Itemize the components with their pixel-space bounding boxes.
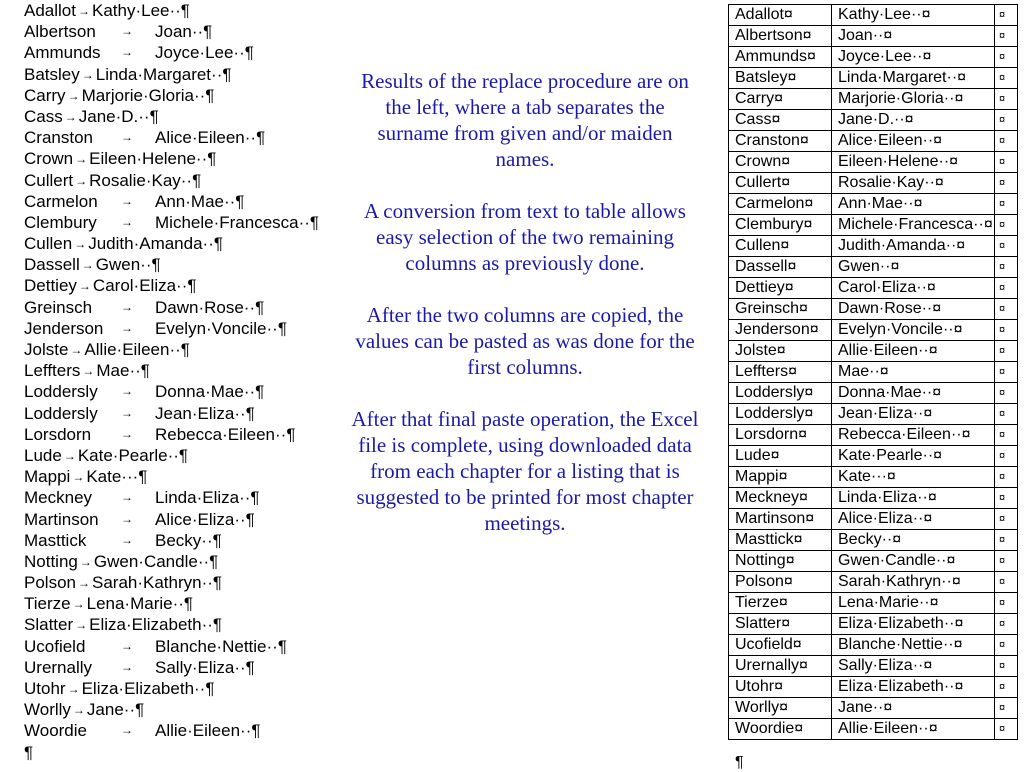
- tab-arrow-icon: →: [121, 659, 133, 674]
- surname-text: Cullen: [24, 234, 73, 254]
- given-name-cell: Eileen·Helene··¤: [832, 152, 995, 173]
- surname-cell: Jolste¤: [729, 341, 832, 362]
- table-row: [729, 131, 1018, 152]
- explanation-paragraph-3: After the two columns are copied, the values can be pasted as was done for the first columns.: [355, 303, 695, 379]
- given-name-cell: Michele·Francesca··¤: [832, 215, 995, 236]
- table-row: [729, 320, 1018, 341]
- given-name-text: Eileen·Helene··¶: [89, 149, 217, 169]
- surname-text: Polson: [24, 573, 76, 593]
- surname-cell: Jenderson¤: [729, 320, 832, 341]
- given-name-cell: Joyce·Lee··¤: [832, 47, 995, 68]
- list-item: [24, 339, 344, 360]
- explanation-paragraph-1: Results of the replace procedure are on the left, where a tab separates the surname from given and/or maiden names.: [361, 69, 689, 171]
- surname-cell: Cranston¤: [729, 131, 832, 152]
- given-name-text: Linda·Margaret··¶: [95, 64, 232, 84]
- table-row: [729, 362, 1018, 383]
- given-name-text: Blanche·Nettie··¶: [155, 636, 287, 656]
- given-name-cell: Kate·Pearle··¤: [832, 446, 995, 467]
- given-name-cell: Kate···¤: [832, 467, 995, 488]
- given-name-text: Gwen··¶: [95, 255, 161, 275]
- surname-text: Albertson: [24, 22, 96, 42]
- given-name-cell: Donna·Mae··¤: [832, 383, 995, 404]
- given-name-text: Eliza·Elizabeth··¶: [89, 615, 223, 635]
- explanation-text: [350, 68, 700, 562]
- tab-arrow-icon: →: [121, 511, 133, 526]
- given-name-text: Jane··¶: [86, 700, 145, 720]
- surname-text: Clembury: [24, 212, 97, 232]
- table-row: [729, 425, 1018, 446]
- given-name-text: Rosalie·Kay··¶: [89, 170, 202, 190]
- row-end-marker: ¤: [995, 5, 1018, 26]
- list-item: [24, 657, 344, 678]
- given-name-text: Mae··¶: [96, 361, 150, 381]
- surname-text: Cass: [24, 106, 63, 126]
- tab-arrow-icon: →: [121, 45, 133, 60]
- surname-cell: Lorsdorn¤: [729, 425, 832, 446]
- tab-arrow-icon: →: [79, 554, 92, 569]
- surname-text: Cullert: [24, 170, 74, 190]
- row-end-marker: ¤: [995, 677, 1018, 698]
- surname-text: Leffters: [24, 361, 81, 381]
- table-row: [729, 236, 1018, 257]
- surname-text: Meckney: [24, 488, 93, 508]
- tab-arrow-icon: →: [121, 638, 133, 653]
- tab-arrow-icon: →: [75, 173, 88, 188]
- surname-cell: Meckney¤: [729, 488, 832, 509]
- given-name-cell: Dawn·Rose··¤: [832, 299, 995, 320]
- list-item: [24, 212, 344, 233]
- tab-arrow-icon: →: [121, 532, 133, 547]
- list-item: [24, 614, 344, 635]
- given-name-text: Jane·D.··¶: [78, 106, 159, 126]
- row-end-marker: ¤: [995, 299, 1018, 320]
- surname-cell: Greinsch¤: [729, 299, 832, 320]
- surname-text: Adallot: [24, 1, 76, 20]
- table-row: [729, 698, 1018, 719]
- table-row: [729, 488, 1018, 509]
- tab-arrow-icon: →: [75, 152, 88, 167]
- given-name-text: Becky··¶: [155, 530, 222, 550]
- given-name-cell: Linda·Margaret··¤: [832, 68, 995, 89]
- table-row: [729, 446, 1018, 467]
- list-item: [24, 297, 344, 318]
- tab-arrow-icon: →: [121, 426, 133, 441]
- given-name-text: Donna·Mae··¶: [155, 382, 265, 402]
- given-name-text: Sally·Eliza··¶: [155, 657, 255, 677]
- surname-cell: Slatter¤: [729, 614, 832, 635]
- given-name-cell: Jane··¤: [832, 698, 995, 719]
- table-row: [729, 215, 1018, 236]
- surname-text: Lorsdorn: [24, 424, 92, 444]
- row-end-marker: ¤: [995, 446, 1018, 467]
- table-end-pilcrow: ¶: [735, 754, 744, 771]
- surname-cell: Dettiey¤: [729, 278, 832, 299]
- tab-arrow-icon: →: [121, 299, 133, 314]
- given-name-text: Lena·Marie··¶: [86, 594, 194, 614]
- list-item: [24, 636, 344, 657]
- tab-arrow-icon: →: [72, 470, 85, 485]
- surname-text: Jenderson: [24, 318, 104, 338]
- given-name-cell: Mae··¤: [832, 362, 995, 383]
- list-item: [24, 720, 344, 741]
- table-row: [729, 656, 1018, 677]
- table-row: [729, 47, 1018, 68]
- surname-cell: Cullert¤: [729, 173, 832, 194]
- given-name-text: Carol·Eliza··¶: [92, 276, 197, 296]
- given-name-text: Marjorie·Gloria··¶: [81, 85, 215, 105]
- given-name-text: Judith·Amanda··¶: [88, 234, 223, 254]
- given-name-text: Jean·Eliza··¶: [155, 403, 255, 423]
- surname-cell: Utohr¤: [729, 677, 832, 698]
- given-name-text: Linda·Eliza··¶: [155, 488, 260, 508]
- given-name-text: Gwen·Candle··¶: [93, 551, 219, 571]
- row-end-marker: ¤: [995, 425, 1018, 446]
- surname-text: Carry: [24, 85, 66, 105]
- row-end-marker: ¤: [995, 572, 1018, 593]
- tab-arrow-icon: →: [121, 723, 133, 738]
- table-row: [729, 509, 1018, 530]
- tab-arrow-icon: →: [121, 214, 133, 229]
- given-name-text: Kate·Pearle··¶: [77, 445, 189, 465]
- tab-arrow-icon: →: [81, 258, 94, 273]
- row-end-marker: ¤: [995, 509, 1018, 530]
- row-end-marker: ¤: [995, 68, 1018, 89]
- row-end-marker: ¤: [995, 89, 1018, 110]
- surname-cell: Loddersly¤: [729, 383, 832, 404]
- given-name-text: Joan··¶: [155, 22, 213, 42]
- given-name-cell: Jane·D.··¤: [832, 110, 995, 131]
- tab-arrow-icon: →: [77, 576, 90, 591]
- row-end-marker: ¤: [995, 698, 1018, 719]
- table-row: [729, 89, 1018, 110]
- list-item: [24, 360, 344, 381]
- given-name-text: Ann·Mae··¶: [155, 191, 245, 211]
- surname-cell: Mappi¤: [729, 467, 832, 488]
- list-item: [24, 381, 344, 402]
- list-item: [24, 191, 344, 212]
- surname-text: Woordie: [24, 721, 87, 741]
- given-name-cell: Sally·Eliza··¤: [832, 656, 995, 677]
- row-end-marker: ¤: [995, 131, 1018, 152]
- surname-cell: Cullen¤: [729, 236, 832, 257]
- surname-cell: Polson¤: [729, 572, 832, 593]
- given-name-cell: Gwen·Candle··¤: [832, 551, 995, 572]
- given-name-cell: Rosalie·Kay··¤: [832, 173, 995, 194]
- given-name-text: Kate···¶: [86, 467, 148, 487]
- list-item: [24, 466, 344, 487]
- row-end-marker: ¤: [995, 362, 1018, 383]
- given-name-text: Joyce·Lee··¶: [155, 43, 254, 63]
- list-item: [24, 170, 344, 191]
- table-row: [729, 299, 1018, 320]
- given-name-text: Alice·Eileen··¶: [155, 128, 266, 148]
- surname-cell: Clembury¤: [729, 215, 832, 236]
- tab-arrow-icon: →: [64, 109, 77, 124]
- list-item: [24, 318, 344, 339]
- list-end-pilcrow: ¶: [24, 742, 34, 762]
- row-end-marker: ¤: [995, 278, 1018, 299]
- given-name-cell: Alice·Eliza··¤: [832, 509, 995, 530]
- surname-cell: Notting¤: [729, 551, 832, 572]
- given-name-cell: Marjorie·Gloria··¤: [832, 89, 995, 110]
- tab-arrow-icon: →: [121, 490, 133, 505]
- row-end-marker: ¤: [995, 383, 1018, 404]
- row-end-marker: ¤: [995, 152, 1018, 173]
- list-item: [24, 530, 344, 551]
- given-name-cell: Judith·Amanda··¤: [832, 236, 995, 257]
- surname-cell: Woordie¤: [729, 719, 832, 740]
- surname-cell: Worlly¤: [729, 698, 832, 719]
- tab-arrow-icon: →: [121, 193, 133, 208]
- tab-arrow-icon: →: [77, 4, 90, 18]
- row-end-marker: ¤: [995, 614, 1018, 635]
- converted-name-table: [728, 4, 1018, 740]
- list-item: [24, 0, 344, 21]
- tab-arrow-icon: →: [78, 279, 91, 294]
- surname-cell: Albertson¤: [729, 26, 832, 47]
- tab-arrow-icon: →: [82, 364, 95, 379]
- row-end-marker: ¤: [995, 47, 1018, 68]
- tab-arrow-icon: →: [67, 88, 80, 103]
- table-row: [729, 173, 1018, 194]
- row-end-marker: ¤: [995, 719, 1018, 740]
- list-item: [24, 551, 344, 572]
- given-name-cell: Alice·Eileen··¤: [832, 131, 995, 152]
- list-item: [24, 21, 344, 42]
- tab-arrow-icon: →: [63, 448, 76, 463]
- surname-text: Notting: [24, 551, 78, 571]
- surname-text: Mappi: [24, 467, 71, 487]
- tab-arrow-icon: →: [121, 130, 133, 145]
- given-name-text: Allie·Eileen··¶: [155, 721, 261, 741]
- list-item: [24, 445, 344, 466]
- explanation-paragraph-4: After that final paste operation, the Excel file is complete, using downloaded data from each chapter for a listing that is suggested to be printed for most chapter meetings.: [351, 407, 699, 535]
- surname-cell: Tierze¤: [729, 593, 832, 614]
- given-name-cell: Eliza·Elizabeth··¤: [832, 677, 995, 698]
- given-name-cell: Allie·Eileen··¤: [832, 341, 995, 362]
- tab-arrow-icon: →: [74, 237, 87, 252]
- list-item: [24, 572, 344, 593]
- surname-cell: Dassell¤: [729, 257, 832, 278]
- table-row: [729, 677, 1018, 698]
- surname-cell: Loddersly¤: [729, 404, 832, 425]
- tab-arrow-icon: →: [81, 67, 94, 82]
- table-row: [729, 530, 1018, 551]
- surname-cell: Masttick¤: [729, 530, 832, 551]
- row-end-marker: ¤: [995, 110, 1018, 131]
- list-item: [24, 85, 344, 106]
- surname-cell: Ucofield¤: [729, 635, 832, 656]
- given-name-text: Alice·Eliza··¶: [155, 509, 255, 529]
- given-name-text: Dawn·Rose··¶: [155, 297, 265, 317]
- surname-cell: Carry¤: [729, 89, 832, 110]
- surname-cell: Batsley¤: [729, 68, 832, 89]
- list-item: [24, 509, 344, 530]
- tab-arrow-icon: →: [121, 384, 133, 399]
- surname-text: Loddersly: [24, 382, 98, 402]
- given-name-cell: Ann·Mae··¤: [832, 194, 995, 215]
- surname-cell: Urernally¤: [729, 656, 832, 677]
- given-name-text: Allie·Eileen··¶: [84, 340, 190, 359]
- tab-arrow-icon: →: [121, 24, 133, 39]
- list-item: [24, 42, 344, 63]
- surname-cell: Cass¤: [729, 110, 832, 131]
- surname-text: Utohr: [24, 679, 66, 698]
- surname-text: Ucofield: [24, 636, 86, 656]
- row-end-marker: ¤: [995, 404, 1018, 425]
- surname-text: Cranston: [24, 128, 93, 148]
- list-item: [24, 275, 344, 296]
- surname-text: Ammunds: [24, 43, 101, 63]
- list-item: [24, 593, 344, 614]
- row-end-marker: ¤: [995, 257, 1018, 278]
- table-row: [729, 26, 1018, 47]
- surname-cell: Ammunds¤: [729, 47, 832, 68]
- tab-arrow-icon: →: [121, 405, 133, 420]
- table-row: [729, 341, 1018, 362]
- surname-cell: Martinson¤: [729, 509, 832, 530]
- row-end-marker: ¤: [995, 236, 1018, 257]
- given-name-cell: Joan··¤: [832, 26, 995, 47]
- surname-cell: Lude¤: [729, 446, 832, 467]
- list-item: [24, 699, 344, 720]
- surname-text: Crown: [24, 149, 74, 169]
- given-name-text: Evelyn·Voncile··¶: [155, 318, 287, 338]
- row-end-marker: ¤: [995, 656, 1018, 677]
- list-item: [24, 678, 344, 699]
- surname-text: Worlly: [24, 700, 71, 720]
- given-name-cell: Kathy·Lee··¤: [832, 5, 995, 26]
- surname-cell: Leffters¤: [729, 362, 832, 383]
- surname-text: Urernally: [24, 657, 93, 677]
- given-name-cell: Eliza·Elizabeth··¤: [832, 614, 995, 635]
- row-end-marker: ¤: [995, 635, 1018, 656]
- table-row: [729, 68, 1018, 89]
- tab-arrow-icon: →: [121, 320, 133, 335]
- row-end-marker: ¤: [995, 320, 1018, 341]
- given-name-cell: Blanche·Nettie··¤: [832, 635, 995, 656]
- given-name-cell: Jean·Eliza··¤: [832, 404, 995, 425]
- given-name-cell: Gwen··¤: [832, 257, 995, 278]
- given-name-cell: Allie·Eileen··¤: [832, 719, 995, 740]
- given-name-text: Kathy·Lee··¶: [91, 1, 190, 20]
- list-item: [24, 64, 344, 85]
- table-row: [729, 467, 1018, 488]
- row-end-marker: ¤: [995, 26, 1018, 47]
- row-end-marker: ¤: [995, 593, 1018, 614]
- tab-separated-name-list: [24, 0, 344, 763]
- table-row: [729, 5, 1018, 26]
- given-name-text: Michele·Francesca··¶: [155, 212, 320, 232]
- table-row: [729, 278, 1018, 299]
- surname-text: Loddersly: [24, 403, 98, 423]
- row-end-marker: ¤: [995, 173, 1018, 194]
- row-end-marker: ¤: [995, 194, 1018, 215]
- surname-text: Greinsch: [24, 297, 93, 317]
- surname-text: Dettiey: [24, 276, 77, 296]
- row-end-marker: ¤: [995, 467, 1018, 488]
- surname-cell: Carmelon¤: [729, 194, 832, 215]
- given-name-cell: Lena·Marie··¤: [832, 593, 995, 614]
- table-row: [729, 404, 1018, 425]
- table-row: [729, 572, 1018, 593]
- table-row: [729, 614, 1018, 635]
- surname-cell: Adallot¤: [729, 5, 832, 26]
- table-row: [729, 719, 1018, 740]
- table-row: [729, 194, 1018, 215]
- surname-text: Dassell: [24, 255, 80, 275]
- surname-text: Carmelon: [24, 191, 98, 211]
- row-end-marker: ¤: [995, 215, 1018, 236]
- surname-text: Masttick: [24, 530, 87, 550]
- row-end-marker: ¤: [995, 488, 1018, 509]
- tab-arrow-icon: →: [72, 703, 85, 718]
- list-item: [24, 424, 344, 445]
- list-item: [24, 233, 344, 254]
- given-name-cell: Evelyn·Voncile··¤: [832, 320, 995, 341]
- list-item: [24, 487, 344, 508]
- table-row: [729, 383, 1018, 404]
- table-row: [729, 635, 1018, 656]
- table-row: [729, 152, 1018, 173]
- surname-cell: Crown¤: [729, 152, 832, 173]
- surname-text: Batsley: [24, 64, 80, 84]
- list-item: [24, 254, 344, 275]
- surname-text: Lude: [24, 445, 62, 465]
- row-end-marker: ¤: [995, 530, 1018, 551]
- list-item: [24, 403, 344, 424]
- table-row: [729, 551, 1018, 572]
- given-name-cell: Sarah·Kathryn··¤: [832, 572, 995, 593]
- given-name-cell: Becky··¤: [832, 530, 995, 551]
- table-row: [729, 593, 1018, 614]
- given-name-cell: Rebecca·Eileen··¤: [832, 425, 995, 446]
- explanation-paragraph-2: A conversion from text to table allows easy selection of the two remaining columns as previously done.: [364, 199, 686, 275]
- tab-arrow-icon: →: [75, 618, 88, 633]
- surname-text: Martinson: [24, 509, 99, 529]
- tab-arrow-icon: →: [72, 597, 85, 612]
- tab-arrow-icon: →: [67, 682, 80, 696]
- tab-arrow-icon: →: [70, 343, 83, 357]
- given-name-text: Sarah·Kathryn··¶: [91, 573, 223, 593]
- table-row: [729, 110, 1018, 131]
- row-end-marker: ¤: [995, 341, 1018, 362]
- given-name-cell: Linda·Eliza··¤: [832, 488, 995, 509]
- given-name-text: Eliza·Elizabeth··¶: [81, 679, 215, 698]
- list-item: [24, 106, 344, 127]
- list-item: [24, 148, 344, 169]
- table-row: [729, 257, 1018, 278]
- row-end-marker: ¤: [995, 551, 1018, 572]
- given-name-cell: Carol·Eliza··¤: [832, 278, 995, 299]
- list-item: [24, 127, 344, 148]
- given-name-text: Rebecca·Eileen··¶: [155, 424, 296, 444]
- surname-text: Jolste: [24, 340, 69, 359]
- surname-text: Tierze: [24, 594, 71, 614]
- surname-text: Slatter: [24, 615, 74, 635]
